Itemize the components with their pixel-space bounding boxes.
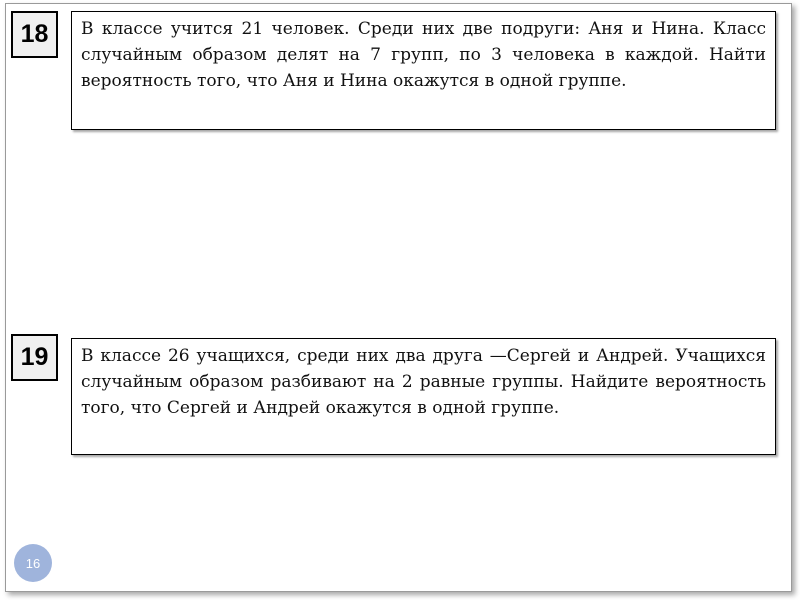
task-number-18: 18 — [11, 11, 58, 58]
task-number-19: 19 — [11, 334, 58, 381]
page-number-badge: 16 — [14, 544, 52, 582]
task-text-19: В классе 26 учащихся, среди них два друга —Сергей и Андрей. Учащихся случайным образом разбивают на 2 равные группы. Найдите вероятность того, что Сергей и Андрей окажутся в одной группе. — [71, 338, 776, 455]
task-text-18: В классе учится 21 человек. Среди них две подруги: Аня и Нина. Класс случайным образом делят на 7 групп, по 3 человека в каждой. Найти вероятность того, что Аня и Нина окажутся в одной группе. — [71, 11, 776, 130]
